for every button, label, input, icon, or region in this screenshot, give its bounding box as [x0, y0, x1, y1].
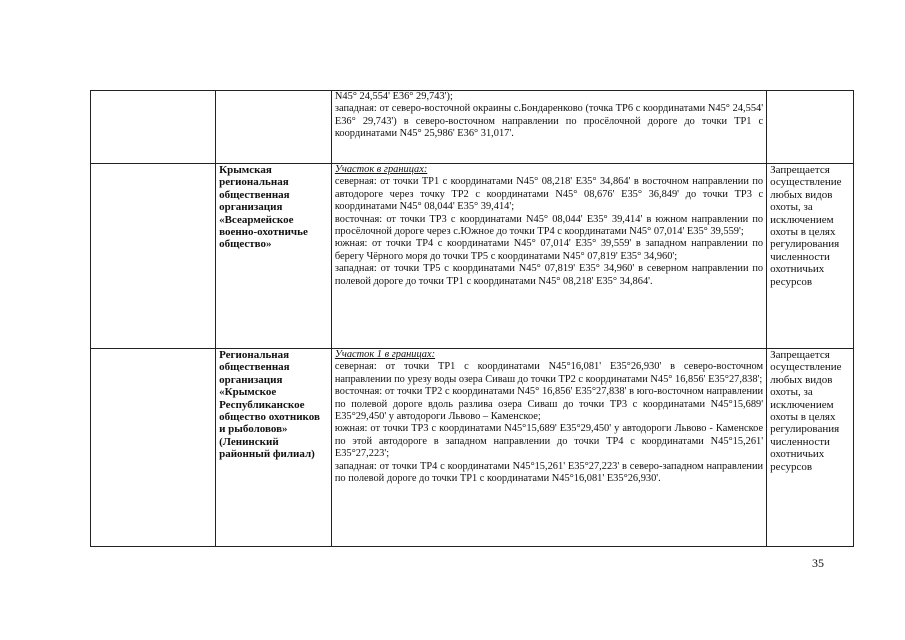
organization-cell — [216, 91, 332, 164]
area-boundaries-cell — [331, 91, 766, 164]
boundary-text: южная: от точки ТР3 с координатами N45°15,689' E35°29,450' у автодороги Львово - Каменское по этой автодороге в западном направлении до точки ТР4 с координатами N45°15,261' E35°27,223'; — [334, 423, 764, 460]
area-boundaries-cell — [331, 164, 766, 349]
restriction-cell: Запрещается осуществление любых видов охоты, за исключением охоты в целях регулирования численности охотничьих ресурсов — [767, 349, 854, 547]
hunting-areas-table — [90, 90, 854, 547]
restriction-cell: Запрещается осуществление любых видов охоты, за исключением охоты в целях регулирования численности охотничьих ресурсов — [767, 164, 854, 349]
empty-cell — [91, 349, 216, 547]
table-row — [91, 349, 854, 547]
boundary-text: западная: от северо-восточной окраины с.Бондаренково (точка ТР6 с координатами N45° 24,554' E36° 29,743') в северо-восточном направлении по просёлочной дороге до точки ТР1 с координатами N45° 25,986' E36° 31,017'. — [334, 103, 764, 140]
area-boundaries-cell — [331, 349, 766, 547]
area-heading: Участок в границах: — [334, 164, 428, 175]
boundary-text: северная: от точки ТР1 с координатами N45°16,081' E35°26,930' в северо-восточном направлении по урезу воды озера Сиваш до точки ТР2 с координатами N45° 16,856' E35°27,838'; — [334, 361, 764, 385]
table-row — [91, 91, 854, 164]
area-heading: Участок 1 в границах: — [334, 349, 436, 360]
restriction-cell — [767, 91, 854, 164]
organization-cell: Крымская региональная общественная организация «Всеармейское военно-охотничье общество» — [216, 164, 332, 349]
boundary-text: восточная: от точки ТР2 с координатами N45° 16,856' E35°27,838' в юго-восточном направлении по полевой дороге вдоль разлива озера Сиваш до точки ТР3 с координатами N45°15,689' E35°29,450' у автодороги Львово – Каменское; — [334, 386, 764, 423]
table-row — [91, 164, 854, 349]
boundary-text: западная: от точки ТР4 с координатами N45°15,261' E35°27,223' в северо-западном направлении по полевой дороге до точки ТР1 с координатами N45°16,081' E35°26,930'. — [334, 460, 764, 485]
boundary-text: N45° 24,554' E36° 29,743'); — [334, 91, 453, 102]
boundary-text: западная: от точки ТР5 с координатами N45° 07,819' E35° 34,960' в северном направлении по полевой дороге до точки ТР1 с координатами N45° 08,218' E35° 34,864'. — [334, 263, 764, 287]
empty-cell — [91, 91, 216, 164]
page-number: 35 — [812, 556, 824, 570]
empty-cell — [91, 164, 216, 349]
organization-cell: Региональная общественная организация «Крымское Республиканское общество охотников и рыболовов» (Ленинский районный филиал) — [216, 349, 332, 547]
boundary-text: восточная: от точки ТР3 с координатами N45° 08,044' E35° 39,414' в южном направлении по просёлочной дороге через с.Южное до точки ТР4 с координатами N45° 07,014' E35° 39,559'; — [334, 213, 764, 238]
boundary-text: северная: от точки ТР1 с координатами N45° 08,218' E35° 34,864' в восточном направлении по автодороге через точку ТР2 с координатами N45° 08,676' E35° 36,849' до точки ТР3 с координатами N45° 08,044' E35° 39,414'; — [334, 176, 764, 213]
boundary-text: южная: от точки ТР4 с координатами N45° 07,014' E35° 39,559' в западном направлении по берегу Чёрного моря до точки ТР5 с координатами N45° 07,819' E35° 34,960'; — [334, 238, 764, 262]
